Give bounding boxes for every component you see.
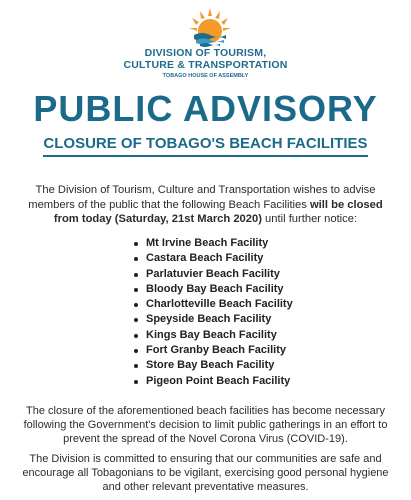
intro-text-part2: until further notice: (261, 213, 358, 225)
list-item: Speyside Beach Facility (130, 312, 293, 327)
list-item: Charlotteville Beach Facility (130, 297, 293, 312)
organization-line2: CULTURE & TRANSPORTATION (123, 59, 288, 71)
advisory-subtitle (0, 135, 411, 157)
list-item: Store Bay Beach Facility (130, 358, 293, 373)
organization-line3: TOBAGO HOUSE OF ASSEMBLY (162, 73, 249, 79)
sun-wave-logo-icon (186, 6, 234, 48)
organization-name (0, 47, 411, 80)
safety-commitment-paragraph: The Division is committed to ensuring that our communities are safe and encourage all Tobagonians to be vigilant, exercising good personal hygiene and other relevant preventative measures. (22, 453, 389, 493)
list-item: Parlatuvier Beach Facility (130, 267, 293, 282)
intro-text-part1: The Division of Tourism, Culture and Transportation wishes to advise members of the public that the following Beach Facilities (28, 184, 376, 211)
list-item: Fort Granby Beach Facility (130, 343, 293, 358)
advisory-subtitle-text: CLOSURE OF TOBAGO'S BEACH FACILITIES (43, 135, 367, 157)
list-item: Bloody Bay Beach Facility (130, 282, 293, 297)
list-item: Castara Beach Facility (130, 251, 293, 266)
intro-closure-date: will be closed from today (Saturday, 21st March 2020) (53, 198, 383, 225)
list-item: Pigeon Point Beach Facility (130, 374, 293, 389)
facility-list (130, 236, 293, 389)
advisory-title: PUBLIC ADVISORY (33, 88, 378, 129)
organization-line1: DIVISION OF TOURISM, (144, 47, 267, 59)
closure-reason-paragraph: The closure of the aforementioned beach facilities has become necessary following the Government's decision to limit public gatherings in an effort to prevent the spread of the Novel Corona Virus (COVID-19). (23, 405, 388, 445)
list-item: Mt Irvine Beach Facility (130, 236, 293, 251)
list-item: Kings Bay Beach Facility (130, 328, 293, 343)
intro-paragraph (18, 183, 393, 227)
